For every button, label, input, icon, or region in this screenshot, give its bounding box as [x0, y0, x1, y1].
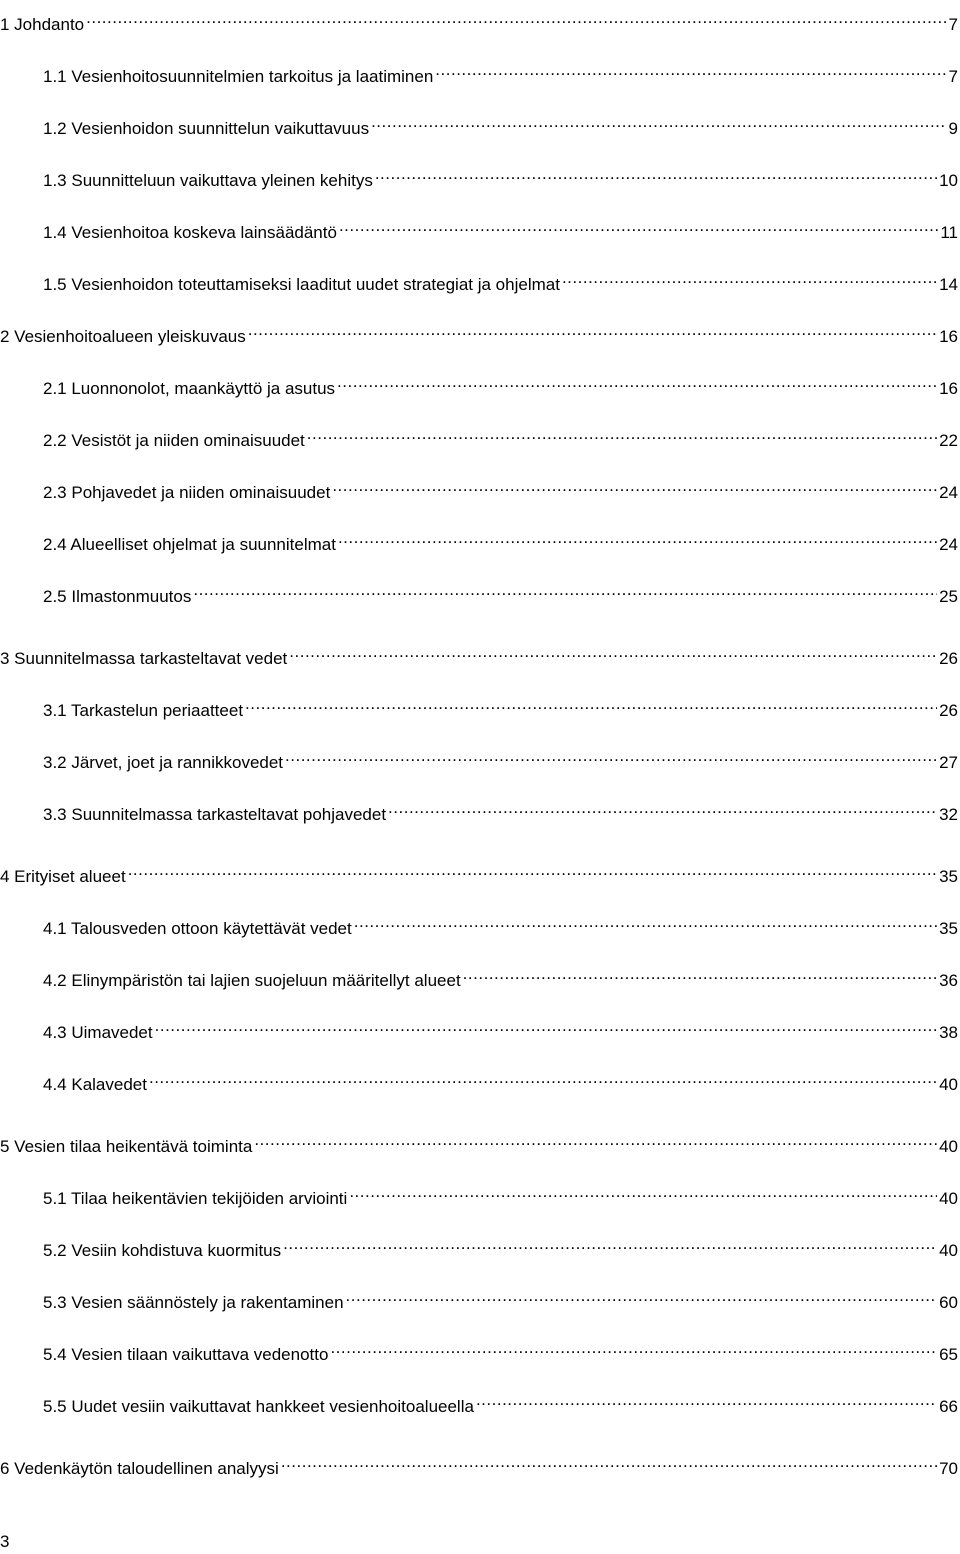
toc-entry-title: 1 Johdanto [0, 15, 85, 34]
toc-entry-page: 24 [939, 483, 958, 502]
toc-dot-leader [147, 1066, 937, 1090]
toc-entry[interactable] [43, 1014, 958, 1042]
toc-entry-title: 1.2 Vesienhoidon suunnittelun vaikuttavuus [43, 119, 370, 138]
toc-entry-title: 5.3 Vesien säännöstely ja rakentaminen [43, 1293, 344, 1312]
toc-entry-page: 9 [948, 119, 958, 138]
toc-dot-leader [352, 910, 937, 934]
toc-entry[interactable] [43, 526, 958, 554]
toc-entry-title: 5 Vesien tilaa heikentävä toiminta [0, 1137, 253, 1156]
toc-dot-leader [279, 1450, 937, 1474]
toc-entry-title: 3 Suunnitelmassa tarkasteltavat vedet [0, 649, 288, 668]
toc-dot-leader [153, 1014, 937, 1038]
toc-entry-title: 1.5 Vesienhoidon toteuttamiseksi laaditut uudet strategiat ja ohjelmat [43, 275, 560, 294]
toc-entry-page: 7 [948, 67, 958, 86]
toc-dot-leader [126, 858, 937, 882]
toc-dot-leader [433, 58, 946, 82]
toc-entry[interactable] [43, 1284, 958, 1312]
toc-entry-page: 40 [939, 1137, 958, 1156]
toc-entry-title: 4.4 Kalavedet [43, 1075, 147, 1094]
toc-dot-leader [281, 1232, 937, 1256]
toc-entry[interactable] [0, 640, 958, 668]
toc-entry-page: 70 [939, 1459, 958, 1478]
toc-entry-title: 2.3 Pohjavedet ja niiden ominaisuudet [43, 483, 331, 502]
toc-entry-page: 36 [939, 971, 958, 990]
toc-entry-page: 35 [939, 919, 958, 938]
toc-entry[interactable] [43, 910, 958, 938]
toc-entry-title: 4 Erityiset alueet [0, 867, 126, 886]
toc-entry-page: 27 [939, 753, 958, 772]
toc-entry-page: 16 [939, 379, 958, 398]
toc-entry[interactable] [43, 962, 958, 990]
toc-entry[interactable] [0, 1128, 958, 1156]
toc-dot-leader [369, 110, 946, 134]
toc-dot-leader [337, 214, 938, 238]
toc-entry[interactable] [43, 474, 958, 502]
toc-entry-title: 4.2 Elinympäristön tai lajien suojeluun määritellyt alueet [43, 971, 461, 990]
toc-entry-page: 16 [939, 327, 958, 346]
toc-entry[interactable] [43, 58, 958, 86]
toc-entry-title: 4.3 Uimavedet [43, 1023, 153, 1042]
toc-entry[interactable] [43, 1066, 958, 1094]
page-number: 3 [0, 1532, 10, 1551]
toc-entry-page: 66 [939, 1397, 958, 1416]
toc-entry-title: 1.3 Suunnitteluun vaikuttava yleinen kehitys [43, 171, 373, 190]
toc-entry[interactable] [43, 692, 958, 720]
toc-entry-title: 3.2 Järvet, joet ja rannikkovedet [43, 753, 284, 772]
toc-dot-leader [330, 474, 937, 498]
toc-entry-title: 3.1 Tarkastelun periaatteet [43, 701, 244, 720]
toc-entry-page: 7 [948, 15, 958, 34]
toc-entry-title: 1.4 Vesienhoitoa koskeva lainsäädäntö [43, 223, 337, 242]
toc-dot-leader [287, 640, 937, 664]
toc-dot-leader [344, 1284, 938, 1308]
toc-entry[interactable] [43, 162, 958, 190]
toc-dot-leader [305, 422, 937, 446]
toc-dot-leader [461, 962, 937, 986]
toc-entry-page: 38 [939, 1023, 958, 1042]
toc-dot-leader [560, 266, 937, 290]
toc-entry-page: 40 [939, 1241, 958, 1260]
toc-entry[interactable] [0, 858, 958, 886]
toc-entry[interactable] [0, 6, 958, 34]
toc-entry-title: 3.3 Suunnitelmassa tarkasteltavat pohjavedet [43, 805, 387, 824]
toc-dot-leader [191, 578, 937, 602]
toc-entry[interactable] [0, 318, 958, 346]
toc-entry-page: 32 [939, 805, 958, 824]
toc-entry[interactable] [43, 1180, 958, 1208]
toc-entry[interactable] [43, 1232, 958, 1260]
toc-dot-leader [283, 744, 937, 768]
toc-entry[interactable] [43, 1388, 958, 1416]
toc-entry-page: 22 [939, 431, 958, 450]
toc-entry-page: 35 [939, 867, 958, 886]
toc-dot-leader [328, 1336, 937, 1360]
toc-entry[interactable] [43, 370, 958, 398]
toc-entry-title: 5.1 Tilaa heikentävien tekijöiden arviointi [43, 1189, 348, 1208]
toc-entry-page: 10 [939, 171, 958, 190]
toc-entry-title: 2.4 Alueelliset ohjelmat ja suunnitelmat [43, 535, 336, 554]
toc-entry-title: 2.1 Luonnonolot, maankäyttö ja asutus [43, 379, 336, 398]
toc-entry-title: 5.5 Uudet vesiin vaikuttavat hankkeet vesienhoitoalueella [43, 1397, 474, 1416]
toc-entry-title: 2.5 Ilmastonmuutos [43, 587, 192, 606]
toc-entry-title: 5.4 Vesien tilaan vaikuttava vedenotto [43, 1345, 329, 1364]
toc-dot-leader [84, 6, 946, 30]
toc-entry[interactable] [0, 1450, 958, 1478]
toc-entry[interactable] [43, 578, 958, 606]
toc-entry[interactable] [43, 214, 958, 242]
toc-entry-page: 40 [939, 1075, 958, 1094]
toc-dot-leader [246, 318, 937, 342]
toc-entry-title: 4.1 Talousveden ottoon käytettävät vedet [43, 919, 352, 938]
toc-dot-leader [373, 162, 937, 186]
toc-entry-page: 26 [939, 649, 958, 668]
toc-entry-page: 25 [939, 587, 958, 606]
toc-entry[interactable] [43, 1336, 958, 1364]
toc-entry-title: 5.2 Vesiin kohdistuva kuormitus [43, 1241, 282, 1260]
toc-entry-page: 65 [939, 1345, 958, 1364]
toc-entry-title: 6 Vedenkäytön taloudellinen analyysi [0, 1459, 279, 1478]
toc-dot-leader [386, 796, 937, 820]
toc-entry-page: 26 [939, 701, 958, 720]
toc-dot-leader [335, 370, 937, 394]
toc-entry-page: 14 [939, 275, 958, 294]
toc-entry[interactable] [43, 110, 958, 138]
toc-entry-title: 1.1 Vesienhoitosuunnitelmien tarkoitus ja laatiminen [43, 67, 434, 86]
toc-dot-leader [336, 526, 937, 550]
toc-entry-page: 24 [939, 535, 958, 554]
toc-entry-title: 2 Vesienhoitoalueen yleiskuvaus [0, 327, 246, 346]
toc-entry[interactable] [43, 266, 958, 294]
toc-entry-page: 40 [939, 1189, 958, 1208]
toc-dot-leader [347, 1180, 937, 1204]
toc-entry-title: 2.2 Vesistöt ja niiden ominaisuudet [43, 431, 305, 450]
toc-dot-leader [252, 1128, 937, 1152]
toc-entry[interactable] [43, 796, 958, 824]
toc-entry-page: 60 [939, 1293, 958, 1312]
toc-entry[interactable] [43, 422, 958, 450]
toc-entry[interactable] [43, 744, 958, 772]
toc-entry-page: 11 [940, 223, 958, 242]
toc-dot-leader [243, 692, 937, 716]
toc-dot-leader [474, 1388, 937, 1412]
